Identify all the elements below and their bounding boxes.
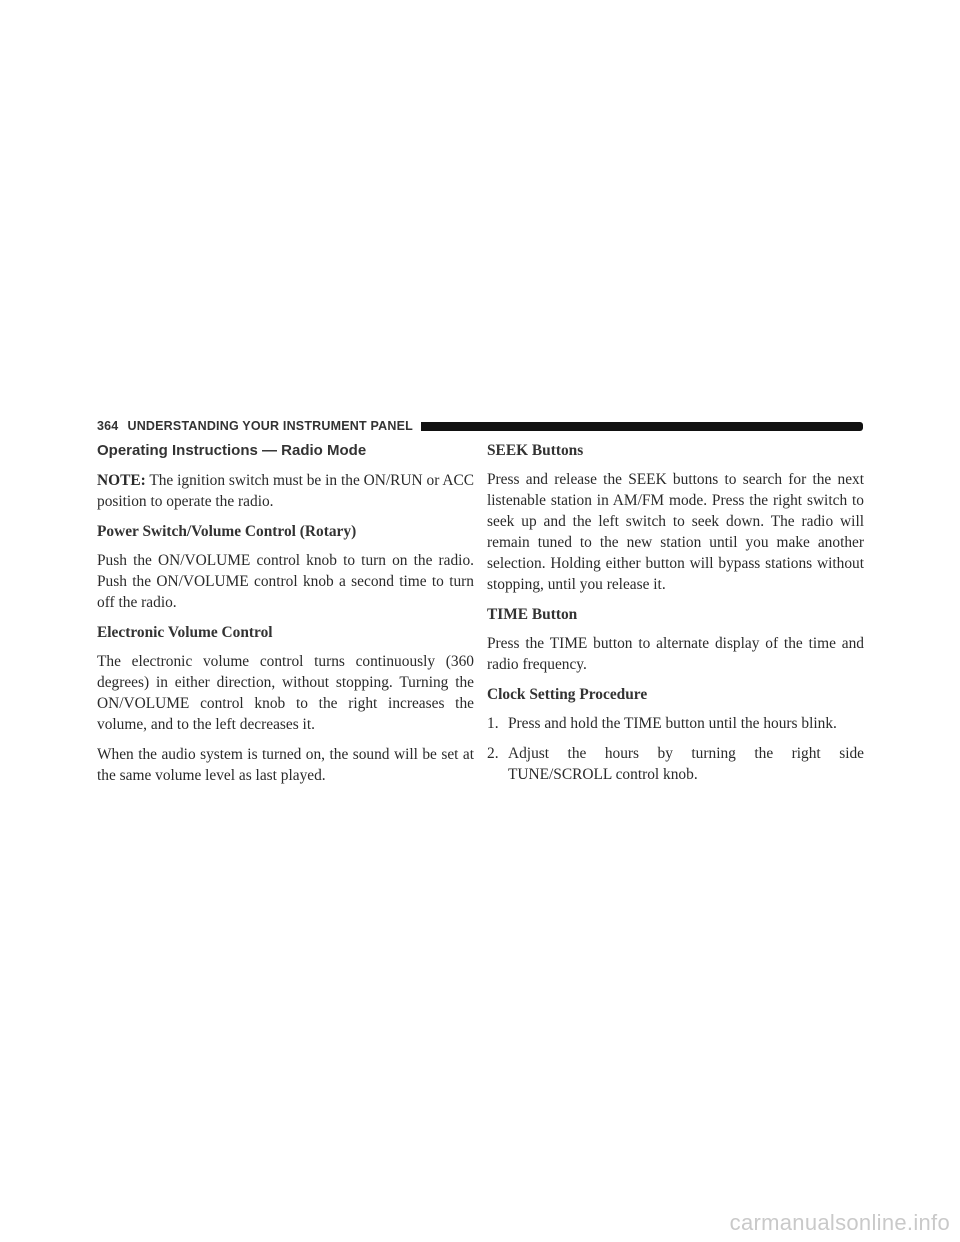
list-text: Adjust the hours by turning the right side TUNE/SCROLL control knob. bbox=[508, 745, 864, 783]
note-label: NOTE: bbox=[97, 472, 146, 489]
time-paragraph: Press the TIME button to alternate display of the time and radio frequency. bbox=[487, 635, 864, 673]
section-title: UNDERSTANDING YOUR INSTRUMENT PANEL bbox=[127, 419, 413, 433]
note-text: The ignition switch must be in the ON/RUN or ACC position to operate the radio. bbox=[97, 472, 474, 510]
section-heading: Operating Instructions — Radio Mode bbox=[97, 442, 367, 459]
list-item bbox=[487, 743, 864, 785]
seek-heading: SEEK Buttons bbox=[487, 442, 584, 459]
volume-heading: Electronic Volume Control bbox=[97, 624, 273, 641]
page-header bbox=[97, 416, 863, 436]
list-text: Press and hold the TIME button until the hours blink. bbox=[508, 715, 837, 732]
clock-heading: Clock Setting Procedure bbox=[487, 686, 648, 703]
list-item bbox=[487, 713, 864, 734]
note-paragraph bbox=[97, 470, 474, 512]
right-column bbox=[487, 440, 864, 794]
page-number: 364 bbox=[97, 419, 119, 433]
power-paragraph: Push the ON/VOLUME control knob to turn on the radio. Push the ON/VOLUME control knob a second time to turn off the radio. bbox=[97, 552, 474, 611]
volume-paragraph-1: The electronic volume control turns continuously (360 degrees) in either direction, without stopping. Turning the ON/VOLUME control knob to the right increases the volume, and to the left decreases it. bbox=[97, 653, 474, 733]
time-heading: TIME Button bbox=[487, 606, 578, 623]
volume-paragraph-2: When the audio system is turned on, the sound will be set at the same volume level as last played. bbox=[97, 746, 474, 784]
list-number: 1. bbox=[487, 715, 499, 732]
seek-paragraph: Press and release the SEEK buttons to search for the next listenable station in AM/FM mode. Press the right switch to seek up and the left switch to seek down. The radio will remain tuned to the new station until you make another selection. Holding either button will bypass stations without stopping, until you release it. bbox=[487, 471, 864, 593]
watermark: carmanualsonline.info bbox=[729, 1210, 950, 1235]
left-column bbox=[97, 440, 474, 795]
list-number: 2. bbox=[487, 745, 499, 762]
header-rule bbox=[421, 422, 863, 431]
power-heading: Power Switch/Volume Control (Rotary) bbox=[97, 523, 357, 540]
